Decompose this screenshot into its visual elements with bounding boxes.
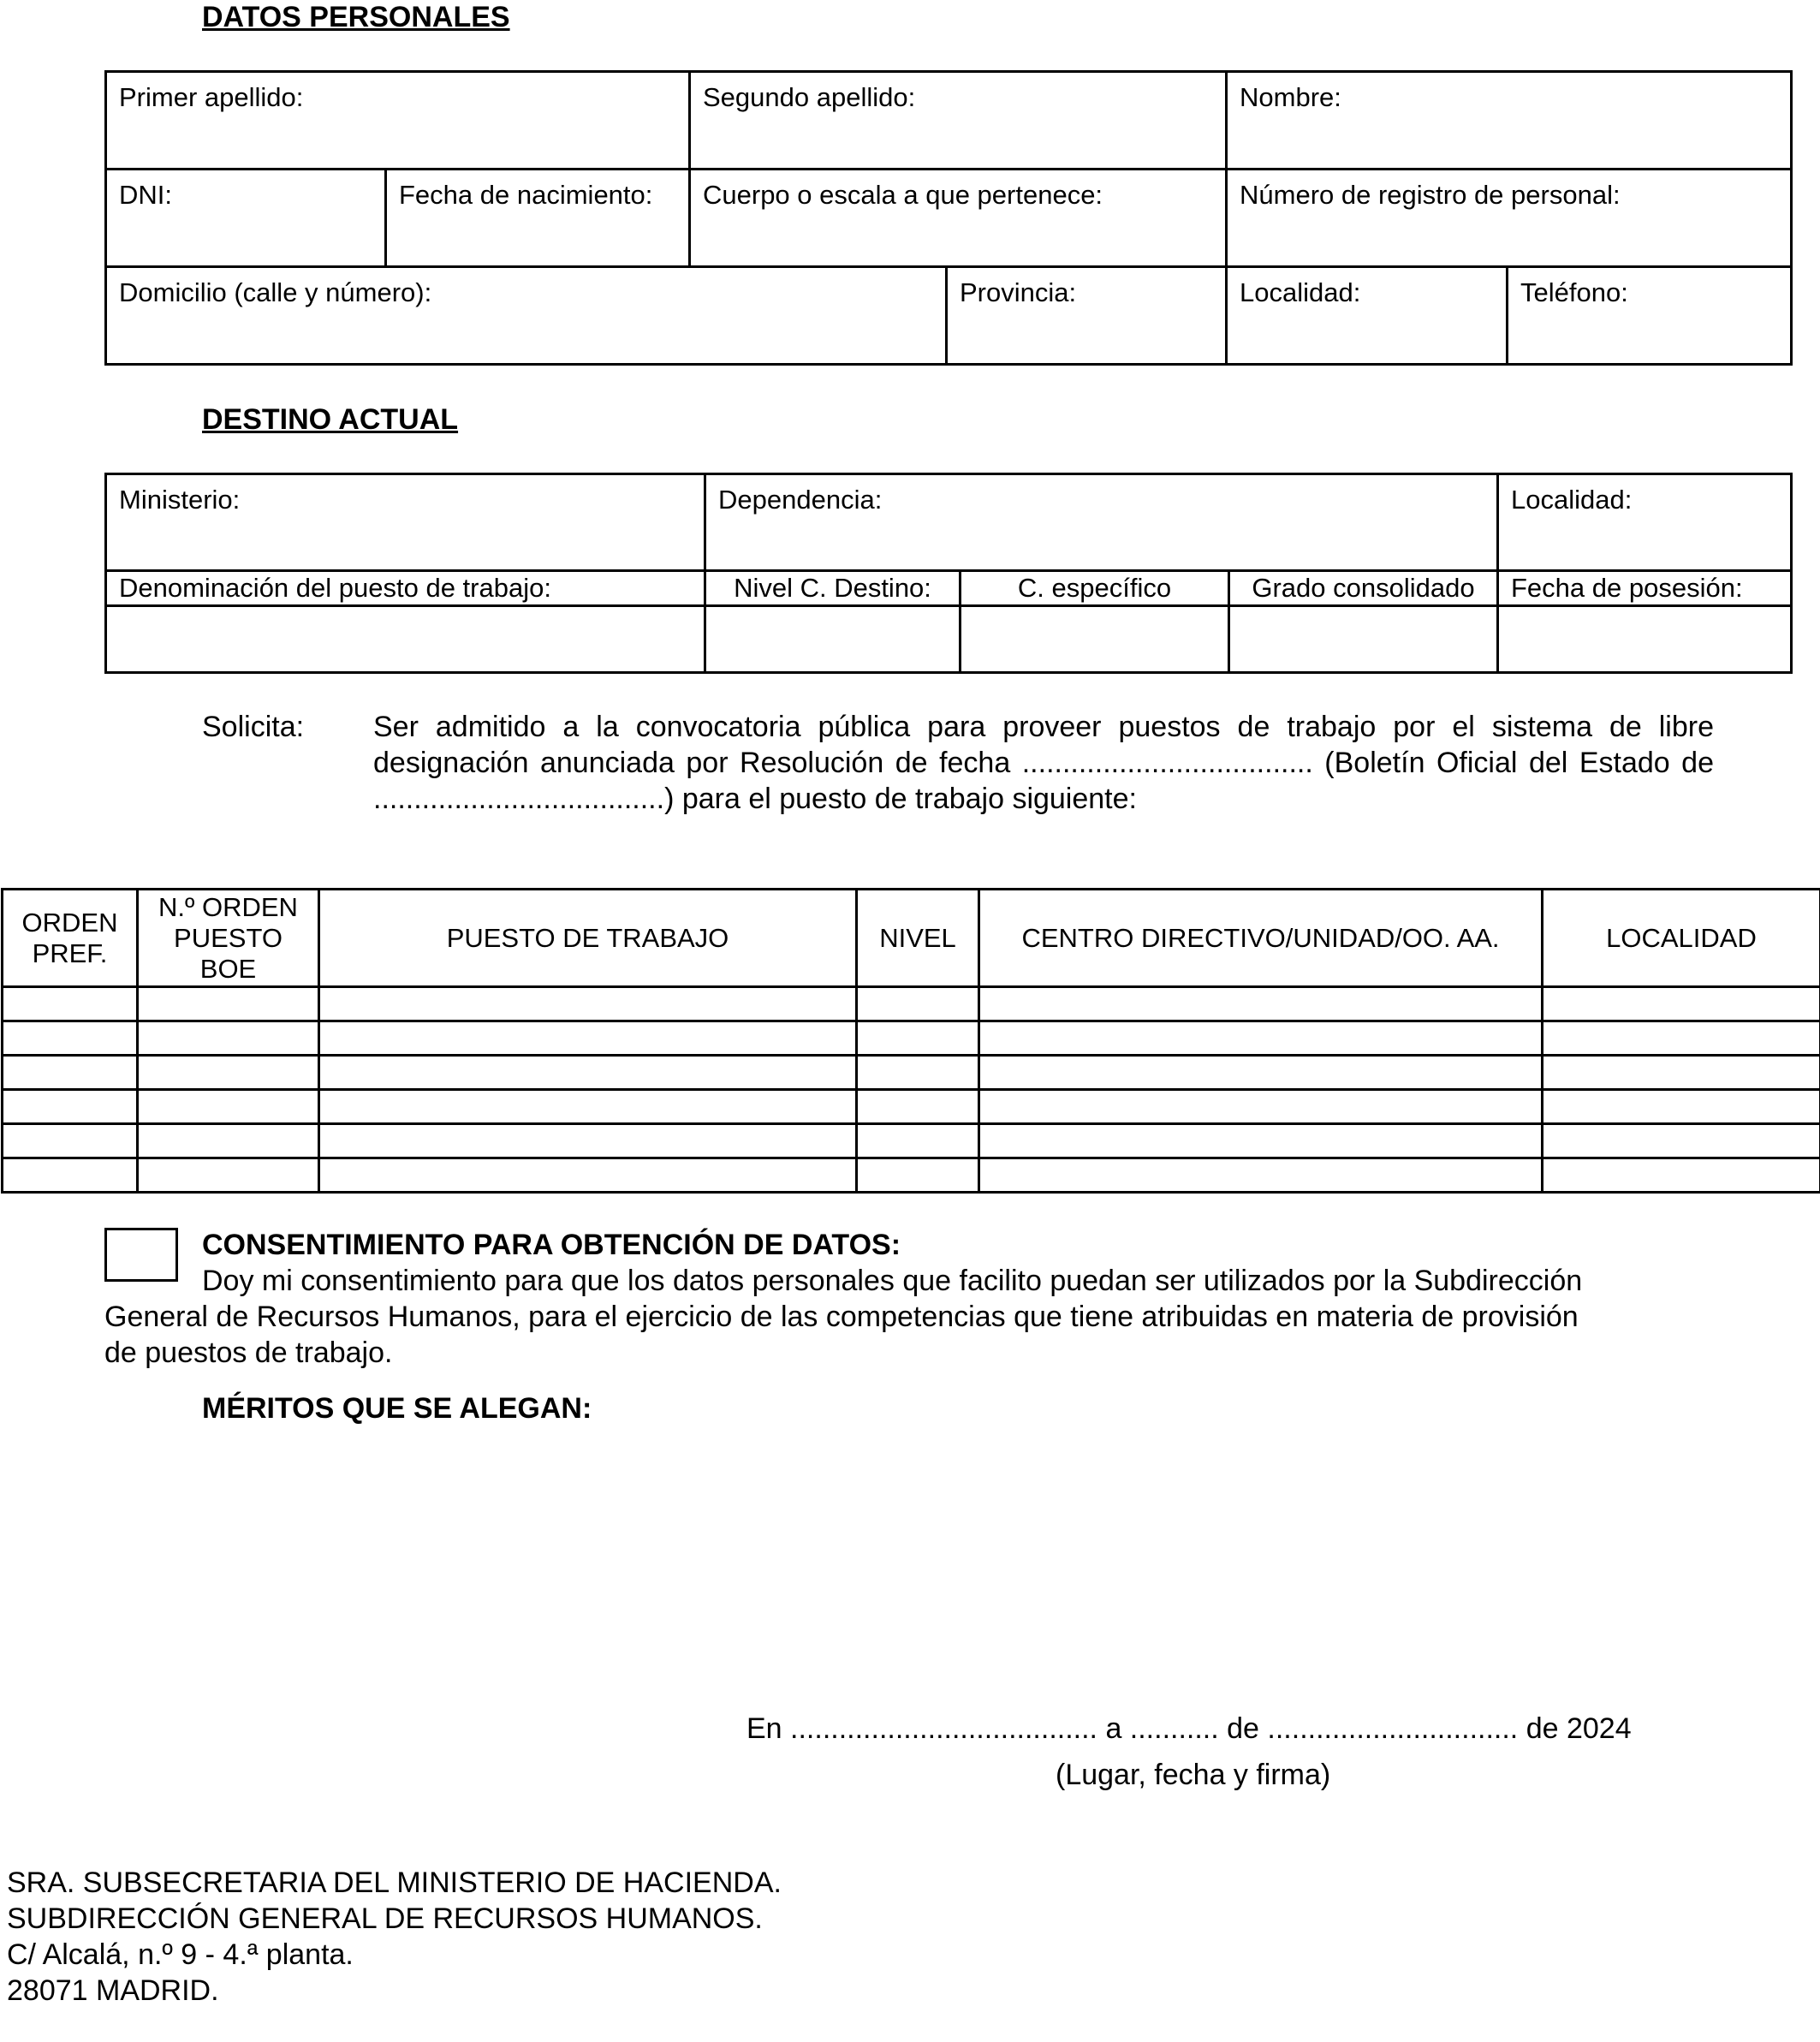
primer-apellido-label: Primer apellido: bbox=[119, 82, 304, 112]
telefono-field[interactable] bbox=[1508, 267, 1792, 365]
table-cell[interactable] bbox=[857, 1021, 979, 1056]
consentimiento-checkbox[interactable] bbox=[104, 1228, 178, 1282]
table-cell[interactable] bbox=[857, 987, 979, 1021]
table-cell[interactable] bbox=[1543, 987, 1820, 1021]
table-cell[interactable] bbox=[319, 1056, 857, 1090]
firma-caption: (Lugar, fecha y firma) bbox=[1056, 1759, 1331, 1791]
especifico-label: C. específico bbox=[961, 571, 1229, 606]
consentimiento-line1: Doy mi consentimiento para que los datos personales que facilito puedan ser utilizados por la Subdirección bbox=[202, 1265, 1583, 1297]
col-orden-pref bbox=[3, 890, 138, 987]
table-cell[interactable] bbox=[138, 987, 319, 1021]
orden-boe-line1: N.º ORDEN bbox=[158, 891, 298, 922]
puestos-table bbox=[1, 888, 1820, 1194]
denominacion-input[interactable] bbox=[106, 606, 705, 673]
domicilio-label: Domicilio (calle y número): bbox=[119, 277, 432, 307]
table-cell[interactable] bbox=[857, 1158, 979, 1193]
fecha-posesion-input[interactable] bbox=[1498, 606, 1792, 673]
consentimiento-title: CONSENTIMIENTO PARA OBTENCIÓN DE DATOS: bbox=[202, 1229, 901, 1261]
table-cell[interactable] bbox=[979, 1021, 1543, 1056]
table-cell[interactable] bbox=[1543, 1021, 1820, 1056]
domicilio-field[interactable] bbox=[106, 267, 947, 365]
table-cell[interactable] bbox=[1543, 1158, 1820, 1193]
destinatario-line4: 28071 MADRID. bbox=[7, 1974, 219, 2007]
consentimiento-line2: General de Recursos Humanos, para el ejercicio de las competencias que tiene atribuidas en materia de provisión bbox=[104, 1301, 1579, 1333]
table-cell[interactable] bbox=[1543, 1124, 1820, 1158]
table-cell[interactable] bbox=[3, 1090, 138, 1124]
table-cell[interactable] bbox=[979, 1090, 1543, 1124]
fecha-nacimiento-label: Fecha de nacimiento: bbox=[399, 180, 653, 210]
destino-actual-table bbox=[104, 473, 1793, 674]
col-localidad: LOCALIDAD bbox=[1543, 890, 1820, 987]
datos-personales-heading: DATOS PERSONALES bbox=[202, 1, 510, 33]
grado-input[interactable] bbox=[1229, 606, 1498, 673]
table-cell[interactable] bbox=[3, 1056, 138, 1090]
dependencia-field[interactable] bbox=[705, 474, 1498, 571]
segundo-apellido-field[interactable] bbox=[690, 72, 1227, 170]
col-orden-boe bbox=[138, 890, 319, 987]
table-cell[interactable] bbox=[319, 1090, 857, 1124]
consentimiento-line3: de puestos de trabajo. bbox=[104, 1337, 393, 1369]
localidad-label: Localidad: bbox=[1240, 277, 1361, 307]
table-cell[interactable] bbox=[319, 1158, 857, 1193]
meritos-heading: MÉRITOS QUE SE ALEGAN: bbox=[202, 1392, 592, 1425]
col-nivel: NIVEL bbox=[857, 890, 979, 987]
nombre-field[interactable] bbox=[1227, 72, 1792, 170]
segundo-apellido-label: Segundo apellido: bbox=[703, 82, 916, 112]
cuerpo-escala-label: Cuerpo o escala a que pertenece: bbox=[703, 180, 1103, 210]
fecha-nacimiento-field[interactable] bbox=[386, 170, 690, 267]
table-cell[interactable] bbox=[3, 1158, 138, 1193]
localidad-field[interactable] bbox=[1227, 267, 1508, 365]
table-cell[interactable] bbox=[3, 1124, 138, 1158]
table-cell[interactable] bbox=[319, 1124, 857, 1158]
fecha-posesion-label: Fecha de posesión: bbox=[1498, 571, 1792, 606]
provincia-label: Provincia: bbox=[960, 277, 1077, 307]
table-cell[interactable] bbox=[3, 1021, 138, 1056]
dependencia-label: Dependencia: bbox=[718, 485, 883, 515]
table-cell[interactable] bbox=[979, 987, 1543, 1021]
table-cell[interactable] bbox=[319, 987, 857, 1021]
table-cell[interactable] bbox=[857, 1090, 979, 1124]
table-cell[interactable] bbox=[138, 1090, 319, 1124]
telefono-label: Teléfono: bbox=[1520, 277, 1628, 307]
col-centro: CENTRO DIRECTIVO/UNIDAD/OO. AA. bbox=[979, 890, 1543, 987]
nombre-label: Nombre: bbox=[1240, 82, 1341, 112]
table-cell[interactable] bbox=[138, 1021, 319, 1056]
solicita-label: Solicita: bbox=[202, 711, 305, 743]
provincia-field[interactable] bbox=[947, 267, 1227, 365]
orden-pref-line2: PREF. bbox=[32, 938, 108, 968]
dni-field[interactable] bbox=[106, 170, 386, 267]
table-cell[interactable] bbox=[1543, 1056, 1820, 1090]
col-puesto: PUESTO DE TRABAJO bbox=[319, 890, 857, 987]
table-row bbox=[3, 1090, 1820, 1124]
especifico-input[interactable] bbox=[961, 606, 1229, 673]
destinatario-line3: C/ Alcalá, n.º 9 - 4.ª planta. bbox=[7, 1938, 354, 1971]
destinatario-line1: SRA. SUBSECRETARIA DEL MINISTERIO DE HACIENDA. bbox=[7, 1866, 782, 1899]
ministerio-label: Ministerio: bbox=[119, 485, 241, 515]
nivel-destino-input[interactable] bbox=[705, 606, 961, 673]
orden-pref-line1: ORDEN bbox=[21, 907, 118, 938]
table-cell[interactable] bbox=[138, 1124, 319, 1158]
table-cell[interactable] bbox=[1543, 1090, 1820, 1124]
primer-apellido-field[interactable] bbox=[106, 72, 690, 170]
table-cell[interactable] bbox=[319, 1021, 857, 1056]
table-row bbox=[3, 987, 1820, 1021]
grado-label: Grado consolidado bbox=[1229, 571, 1498, 606]
table-row bbox=[3, 1021, 1820, 1056]
table-cell[interactable] bbox=[857, 1056, 979, 1090]
table-row bbox=[3, 1056, 1820, 1090]
table-row bbox=[3, 1158, 1820, 1193]
table-cell[interactable] bbox=[3, 987, 138, 1021]
orden-boe-line2: PUESTO bbox=[174, 922, 283, 953]
solicita-text: Ser admitido a la convocatoria pública para proveer puestos de trabajo por el sistema de libre designación anunciada por Resolución de fecha .................................... (Boletín Oficial del Estado de ....................................) para el puesto de trabajo siguiente: bbox=[373, 711, 1714, 815]
orden-boe-line3: BOE bbox=[199, 953, 257, 984]
lugar-fecha-line: En ...................................... a ........... de ............................... de 2024 bbox=[746, 1712, 1632, 1745]
numero-registro-field[interactable] bbox=[1227, 170, 1792, 267]
ministerio-field[interactable] bbox=[106, 474, 705, 571]
denominacion-label: Denominación del puesto de trabajo: bbox=[106, 571, 705, 606]
destino-actual-heading: DESTINO ACTUAL bbox=[202, 403, 459, 436]
table-cell[interactable] bbox=[979, 1158, 1543, 1193]
table-cell[interactable] bbox=[138, 1158, 319, 1193]
numero-registro-label: Número de registro de personal: bbox=[1240, 180, 1621, 210]
dni-label: DNI: bbox=[119, 180, 172, 210]
table-cell[interactable] bbox=[979, 1056, 1543, 1090]
nivel-destino-label: Nivel C. Destino: bbox=[705, 571, 961, 606]
destinatario-line2: SUBDIRECCIÓN GENERAL DE RECURSOS HUMANOS. bbox=[7, 1902, 763, 1935]
localidad-destino-field[interactable] bbox=[1498, 474, 1792, 571]
table-row bbox=[3, 1124, 1820, 1158]
cuerpo-escala-field[interactable] bbox=[690, 170, 1227, 267]
table-cell[interactable] bbox=[857, 1124, 979, 1158]
table-cell[interactable] bbox=[138, 1056, 319, 1090]
localidad-destino-label: Localidad: bbox=[1511, 485, 1633, 515]
table-cell[interactable] bbox=[979, 1124, 1543, 1158]
datos-personales-table bbox=[104, 70, 1793, 366]
